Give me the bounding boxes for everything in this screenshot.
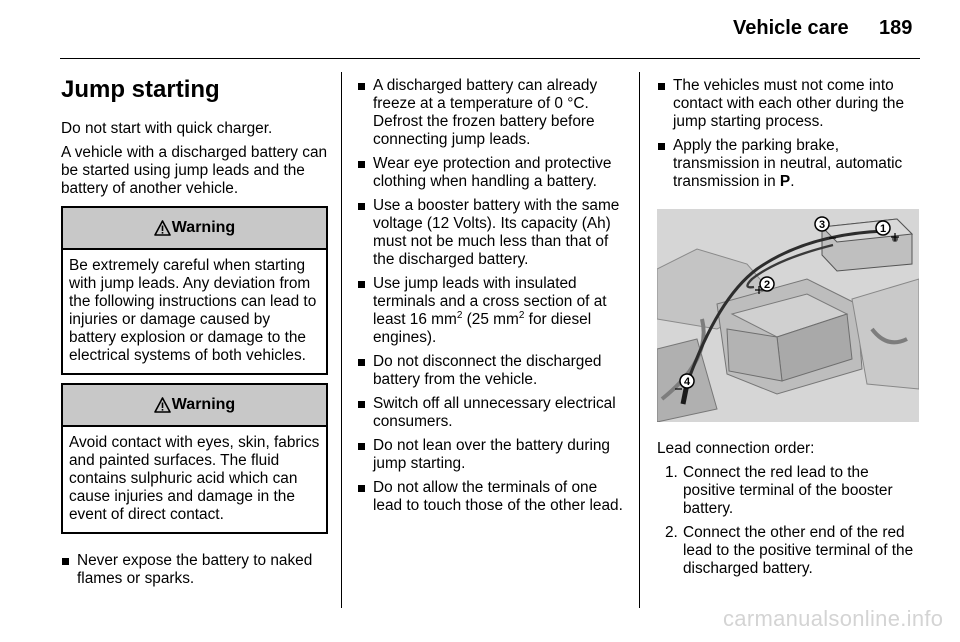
page-heading: Jump starting xyxy=(61,76,220,103)
list-item: Wear eye protection and protective clothing when handling a battery. xyxy=(357,155,625,191)
engine-bay-figure xyxy=(657,209,919,422)
step-text: Connect the other end of the red lead to the positive terminal of the discharged battery. xyxy=(683,524,914,577)
callout-1 xyxy=(876,221,890,235)
column-3 xyxy=(657,77,921,584)
list-item xyxy=(657,524,921,578)
step-number: 1. xyxy=(665,464,678,481)
list-item: Do not lean over the battery during jump starting. xyxy=(357,437,625,473)
warning-box xyxy=(61,383,328,534)
warning-header xyxy=(63,385,326,427)
warning-title: Warning xyxy=(171,219,236,236)
svg-text:3: 3 xyxy=(818,219,826,231)
warning-triangle-icon xyxy=(154,397,171,413)
list-item xyxy=(657,137,921,191)
page-number: 189 xyxy=(879,17,913,39)
bullet-list xyxy=(357,77,625,515)
warning-header xyxy=(63,208,326,250)
list-item-text: Use jump leads with insulated terminals and a cross section of at least 16 mm xyxy=(373,275,607,328)
step-number: 2. xyxy=(665,524,678,541)
column-divider xyxy=(639,72,640,608)
list-item xyxy=(657,464,921,518)
svg-text:4: 4 xyxy=(683,376,691,388)
warning-text: Avoid contact with eyes, skin, fabrics and painted surfaces. The fluid contains sulphuric acid which can cause injuries and damage in the event of direct contact. xyxy=(69,434,320,523)
step-text: Connect the red lead to the positive terminal of the booster battery. xyxy=(683,464,893,517)
superscript: 2 xyxy=(456,309,463,321)
bullet-list xyxy=(657,77,921,191)
gear-position: P xyxy=(779,173,791,190)
column-divider xyxy=(341,72,342,608)
list-item: A discharged battery can already freeze at a temperature of 0 °C. Defrost the frozen battery before connecting jump leads. xyxy=(357,77,625,149)
intro-paragraph: A vehicle with a discharged battery can be started using jump leads and the battery of another vehicle. xyxy=(61,144,328,197)
bullet-list xyxy=(61,552,328,588)
warning-box xyxy=(61,206,328,375)
list-item: Switch off all unnecessary electrical consumers. xyxy=(357,395,625,431)
list-item-text: (25 mm xyxy=(462,311,519,328)
list-item xyxy=(357,275,625,347)
list-item: Do not allow the terminals of one lead to touch those of the other lead. xyxy=(357,479,625,515)
list-item: Do not disconnect the discharged battery from the vehicle. xyxy=(357,353,625,389)
warning-text: Be extremely careful when starting with jump leads. Any deviation from the following instructions can lead to injuries or damage caused by battery explosion or damage to the electrical systems of both vehicles. xyxy=(69,257,317,364)
jump-leads-illustration xyxy=(657,209,919,422)
intro-paragraph: Do not start with quick charger. xyxy=(61,120,273,137)
svg-text:1: 1 xyxy=(879,223,887,235)
list-item: The vehicles must not come into contact with each other during the jump starting process. xyxy=(657,77,921,131)
warning-triangle-icon xyxy=(154,220,171,236)
callout-3 xyxy=(815,217,829,231)
callout-2 xyxy=(760,277,774,291)
list-item-text: Apply the parking brake, transmission in neutral, automatic transmission in xyxy=(673,137,903,190)
column-1 xyxy=(61,76,328,594)
warning-title: Warning xyxy=(171,396,236,413)
numbered-list xyxy=(657,464,921,578)
order-title: Lead connection order: xyxy=(657,440,815,457)
svg-text:2: 2 xyxy=(763,279,771,291)
watermark: carmanualsonline.info xyxy=(723,606,944,631)
section-title: Vehicle care xyxy=(733,17,849,39)
list-item: Never expose the battery to naked flames or sparks. xyxy=(61,552,328,588)
list-item-text: . xyxy=(790,173,795,190)
superscript: 2 xyxy=(518,309,525,321)
list-item: Use a booster battery with the same voltage (12 Volts). Its capacity (Ah) must not be much less than that of the discharged battery. xyxy=(357,197,625,269)
callout-4 xyxy=(680,374,694,388)
list-item-text: for diesel engines). xyxy=(373,311,592,346)
header-rule xyxy=(60,58,920,59)
column-2 xyxy=(357,77,625,521)
